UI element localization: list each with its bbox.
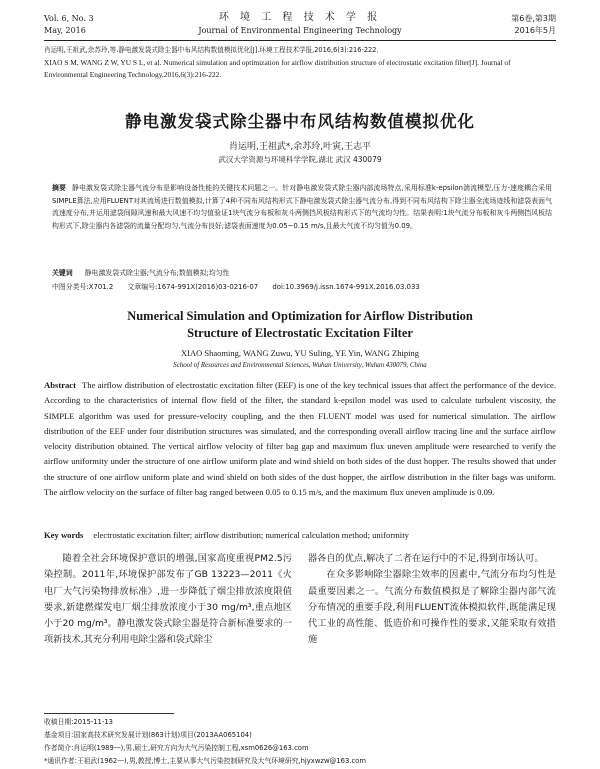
keywords-en: [44, 530, 556, 540]
doi: doi:10.3969/j.issn.1674-991X.2016.03.033: [272, 283, 420, 291]
journal-title-en: Journal of Environmental Engineering Technology: [198, 26, 402, 35]
title-en-line2: Structure of Electrostatic Excitation Filter: [187, 326, 413, 340]
volume-number: Vol. 6, No. 3: [44, 14, 94, 23]
issue-cn: 第6卷,第3期: [511, 14, 556, 23]
body-column-right: [308, 551, 556, 649]
keywords-en-text: electrostatic excitation filter; airflow distribution; numerical calculation method; uniformity: [93, 530, 409, 540]
keywords-en-label: Key words: [44, 530, 84, 540]
title-en-line1: Numerical Simulation and Optimization for Airflow Distribution: [127, 309, 473, 323]
footnote-rule: [44, 713, 174, 714]
footnotes: [44, 716, 556, 768]
title-cn: 静电激发袋式除尘器中布风结构数值模拟优化: [125, 112, 475, 131]
header-rule: [44, 40, 556, 41]
body-paragraph: 在众多影响除尘器除尘效率的因素中,气流分布均匀性是最重要因素之一。气流分布数值模拟是了解除尘器内部气流分布情况的重要手段,利用FLUENT流体模拟软件,既能满足现代工业的高性能、低造价和可操作性的要求,又能采取有效措施: [308, 569, 556, 646]
citation-en: XIAO S M, WANG Z W, YU S L, et al. Numerical simulation and optimization for airflow distribution structure of electrostatic excitation filter[J]. Journal of Environmental Engineering Technology,2016,6(3):216-222.: [44, 58, 511, 79]
body-paragraph: 随着全社会环境保护意识的增强,国家高度重视PM2.5污染控制。2011年,环境保护部发布了GB 13223—2011《火电厂大气污染物排放标准》,进一步降低了烟尘排放浓度限值要求,新建燃煤发电厂烟尘排放浓度小于30 mg/m³,重点地区小于20 mg/m³。静电激发袋式除尘器是符合新标准要求的一项新技术,其充分利用电除尘器和袋式除尘: [44, 553, 292, 646]
article-number: 文章编号:1674-991X(2016)03-0216-07: [127, 283, 259, 291]
date-cn: 2016年5月: [514, 26, 556, 35]
citation-cn: 肖运明,王祖武,余苏玲,等.静电激发袋式除尘器中布风结构数值模拟优化[J].环境工程技术学报,2016,6(3):216-222.: [44, 46, 379, 54]
body-column-left: [44, 551, 292, 649]
authors-cn: 肖运明,王祖武*,余苏玲,叶寅,王志平: [229, 142, 371, 152]
received-date: 收稿日期:2015-11-13: [44, 718, 113, 726]
abstract-en-label: Abstract: [44, 380, 76, 390]
journal-title-cn: 环 境 工 程 技 术 学 报: [218, 12, 382, 23]
body-paragraph: 器各自的优点,解决了二者在运行中的不足,得到市场认可。: [308, 553, 544, 564]
abstract-cn-label: 摘要: [52, 184, 67, 192]
abstract-en-text: The airflow distribution of electrostatic excitation filter (EEF) is one of the key technical issues that affect the performance of the device. According to the characteristics of internal flow field of the filter, the standard k-epsilon model was used to calculate turbulent viscosity, the SIMPLE algorithm was used for pressure-velocity coupling, and the then FLUENT model was used for numerical simulation. The airflow distribution of the EEF under four distribution structures was simulated, and the corresponding overall airflow tracing line and the surface airflow velocity distribution obtained. The vertical airflow velocity of filter bag gap and maximum flux uneven amplitude were researched to verify the airflow uniformity under the structure of one airflow uniform plate and wind shield on both sides of the dust hopper. The results showed that under the structure of one airflow uniform plate and wind shield on both sides of the dust hopper, the airflow distribution in the filter bags was uniform. The airflow velocity on the surface of filter bag ranged between 0.05 to 0.15 m/s, and the maximum flux uneven amplitude is 0.09.: [44, 380, 556, 498]
institution-en: School of Resources and Environmental Sciences, Wuhan University, Wuhan 430079, China: [173, 362, 427, 369]
institution-cn: 武汉大学资源与环境科学学院,湖北 武汉 430079: [218, 155, 382, 164]
author-bio: 作者简介:肖运明(1989—),男,硕士,研究方向为大气污染控制工程,xsm0626@163.com: [44, 744, 309, 752]
title-en: [0, 308, 600, 342]
authors-en: XIAO Shaoming, WANG Zuwu, YU Suling, YE Yin, WANG Zhiping: [181, 348, 419, 358]
abstract-cn: [52, 182, 552, 232]
keywords-cn-text: 静电激发袋式除尘器;气流分布;数值模拟;均匀性: [84, 269, 230, 277]
corresponding-author: *通讯作者:王祖武(1962—),男,教授,博士,主要从事大气污染控制研究及大气环境研究,hjyxwzw@163.com: [44, 757, 366, 765]
fund-info: 基金项目:国家高技术研究发展计划(863计划)项目(2013AA065104): [44, 731, 252, 739]
article-meta-cn: [52, 281, 552, 293]
abstract-en: [44, 378, 556, 500]
keywords-cn: [52, 267, 552, 279]
date-en: May, 2016: [44, 26, 86, 35]
clc-number: 中图分类号:X701.2: [52, 283, 114, 291]
keywords-cn-label: 关键词: [52, 269, 73, 277]
abstract-cn-text: 静电激发袋式除尘器气流分布是影响设备性能的关键技术问题之一。针对静电激发袋式除尘器内部流场特点,采用标准k-epsilon湍流模型,压力-速度耦合采用SIMPLE算法,应用FLUENT对其流场进行数值模拟,计算了4种不同布风结构形式下静电激发袋式除尘器气流分布,得到不同布风结构下除尘器全流场迹线和滤袋表面气流速度分布,并运用滤袋间隙风速和最大风速不均匀值验证1块气流分布板和灰斗两侧挡风板结构形式下的气流均匀性。结果表明:1块气流分布板和灰斗两侧挡风板结构形式下,除尘器内各滤袋的流量分配均匀,气流分布良好;滤袋表面速度为0.05~0.15 m/s,且最大气流不均匀值为0.09。: [52, 184, 552, 230]
